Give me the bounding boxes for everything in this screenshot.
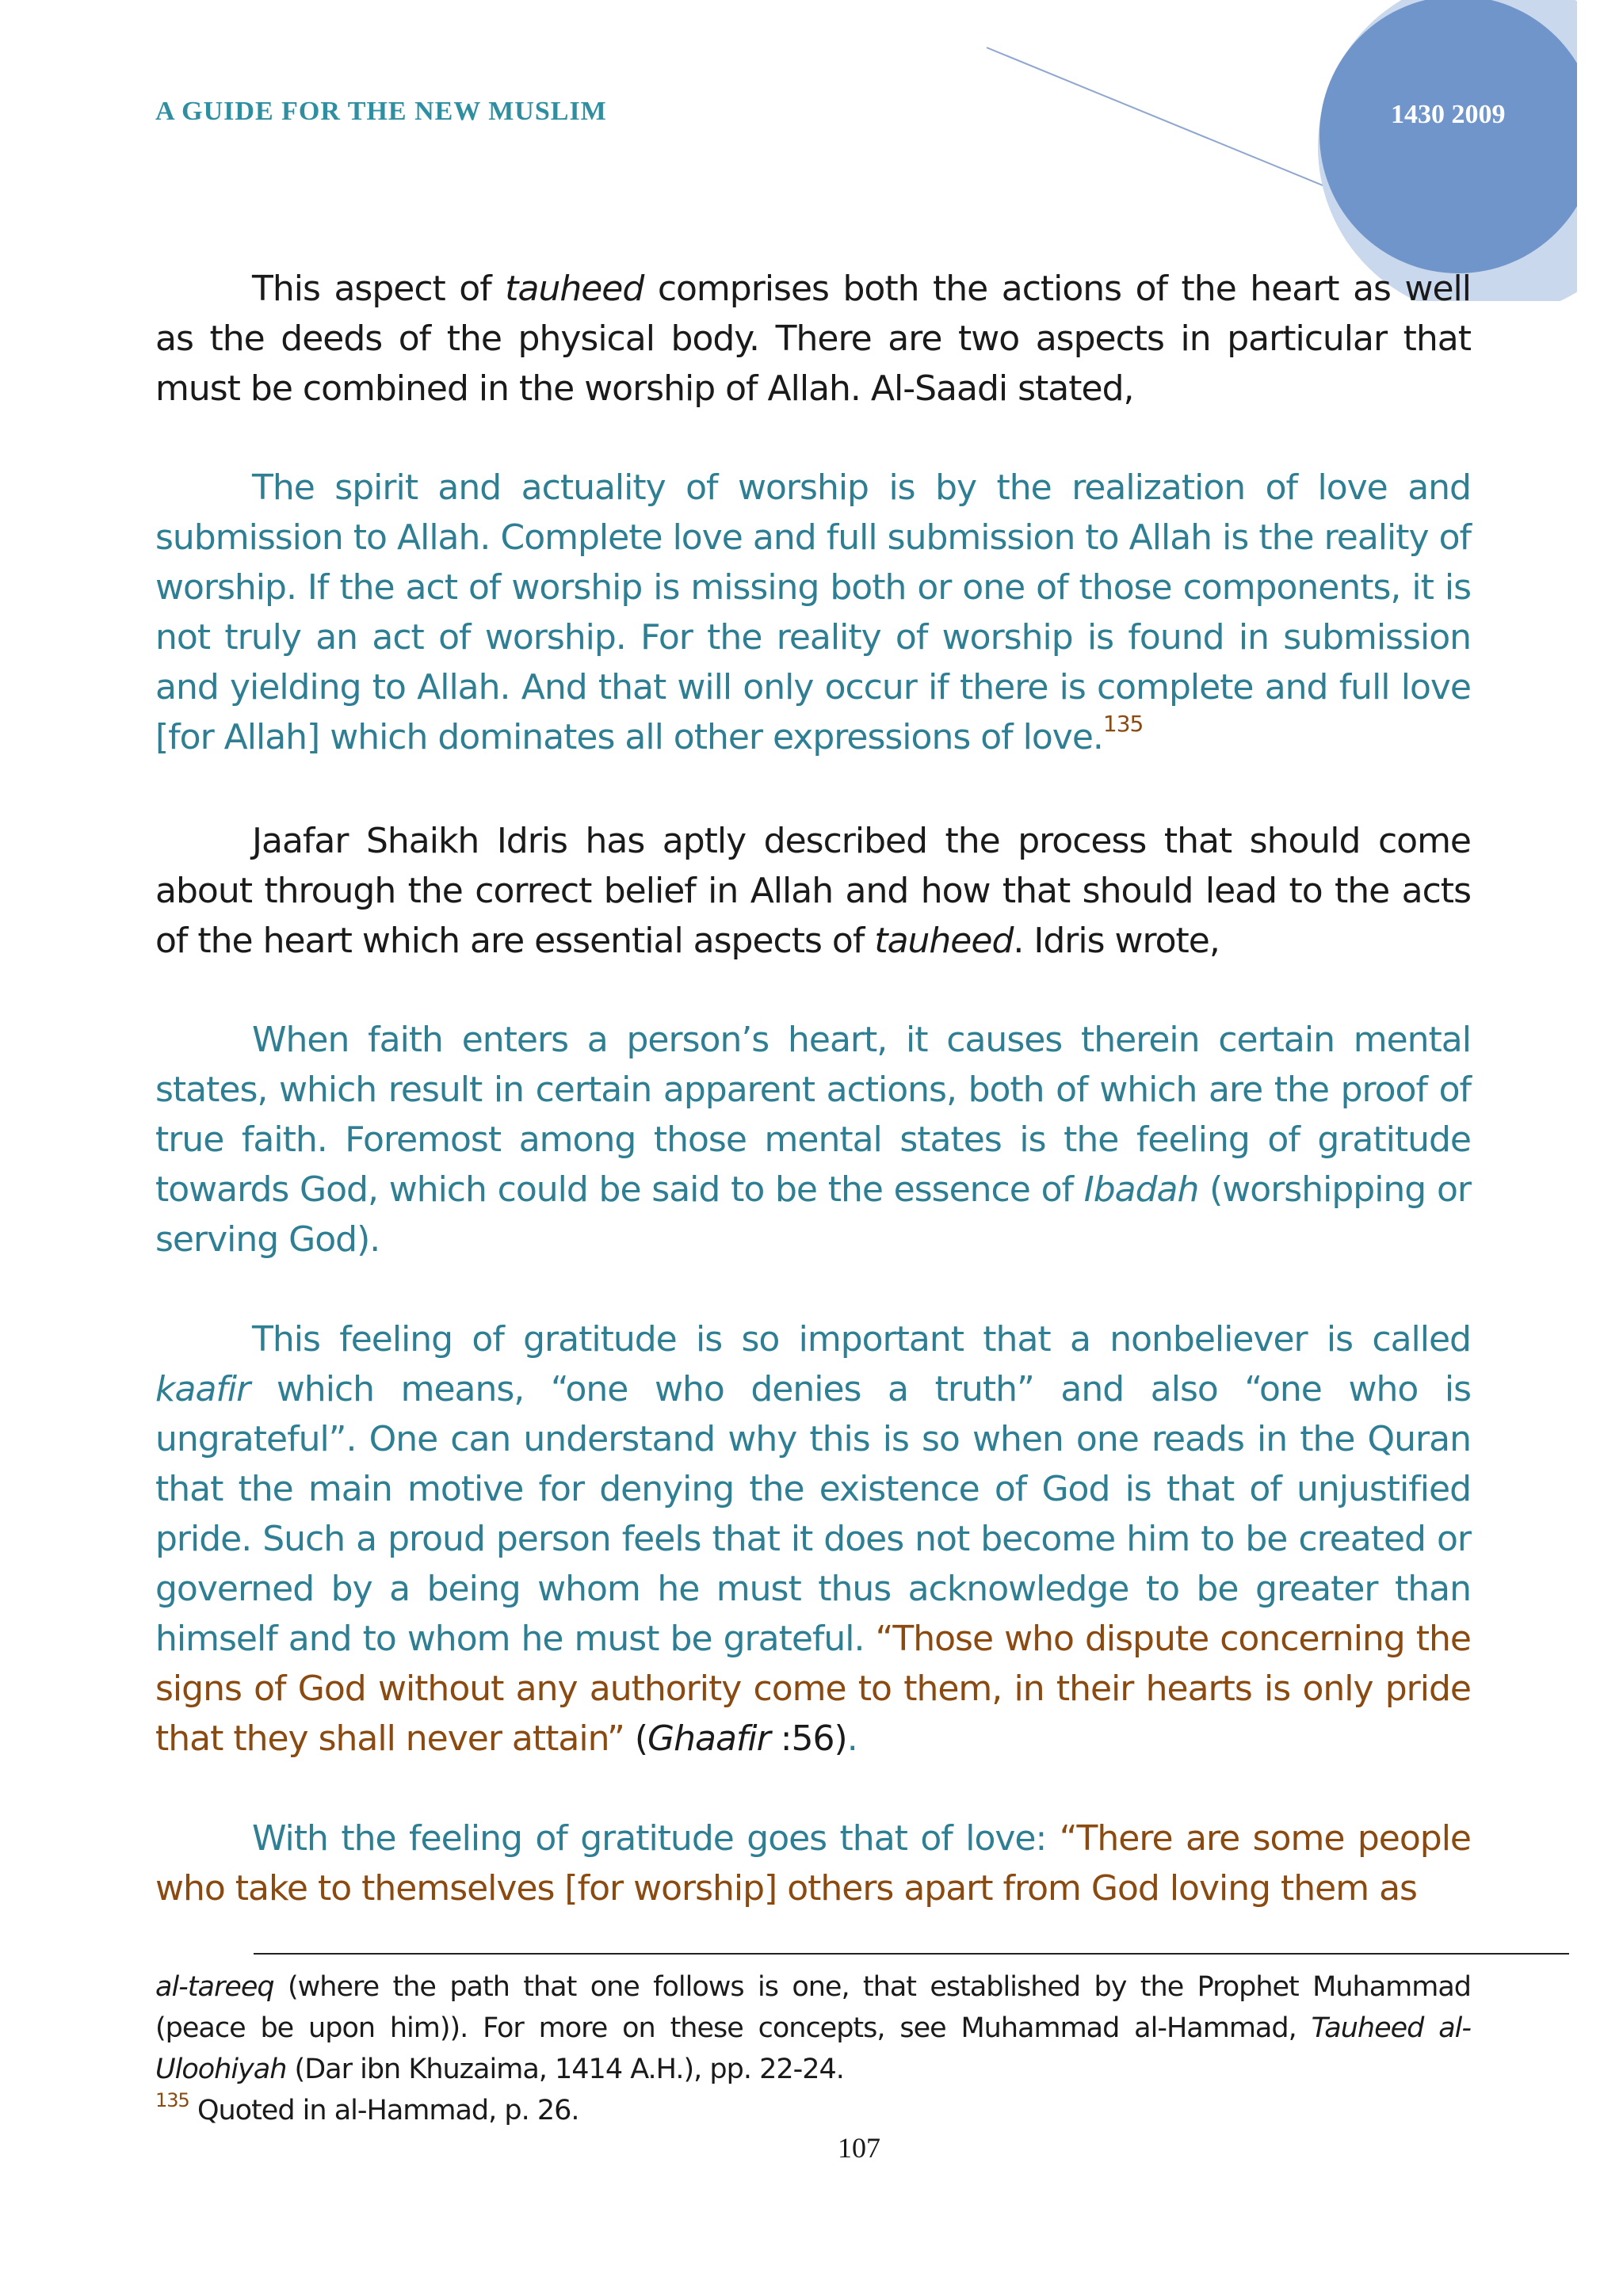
footnote-ref-135: 135: [1102, 711, 1144, 737]
quote-idris-gratitude: This feeling of gratitude is so important that a nonbeliever is called kaafir which means, “one who denies a truth” and also “one who is ungrateful”. One can understand why this is so when one reads in the Quran that the main motive for denying the existence of God is that of unjustified pride. Such a proud person feels that it does not become him to be created or governed by a being whom he must thus acknowledge to be greater than himself and to whom he must be grateful. “Those who dispute concerning the signs of God without any authority come to them, in their hearts is only pride that they shall never attain” (Ghaafir :56).: [155, 1319, 1472, 1759]
footnote-number: 135: [155, 2089, 189, 2111]
header-decoration: [0, 0, 1623, 301]
header-title: A GUIDE FOR THE NEW MUSLIM: [155, 97, 607, 126]
quote-idris-love: With the feeling of gratitude goes that of love: “There are some people who take to themselves [for worship] others apart from God loving them as: [155, 1818, 1471, 1909]
footnote-continuation: al-tareeq (where the path that one follows is one, that established by the Prophet Muhammad (peace be upon him)). For more on these concepts, see Muhammad al-Hammad, Tauheed al-Uloohiyah (Dar ibn Khuzaima, 1414 A.H.), pp. 22-24.: [155, 1971, 1471, 2085]
header-edge-mask: [1577, 0, 1623, 301]
quote-al-saadi: The spirit and actuality of worship is by the realization of love and submission to Allah. Complete love and full submission to Allah is the reality of worship. If the act of worship is missing both or one of those components, it is not truly an act of worship. For the reality of worship is found in submission and yielding to Allah. And that will only occur if there is complete and full love [for Allah] which dominates all other expressions of love.$^{135}$: [155, 467, 1471, 757]
paragraph-intro: This aspect of tauheed comprises both the actions of the heart as well as the deeds of the physical body. There are two aspects in particular that must be combined in the worship of Allah. Al-Saadi stated,: [155, 269, 1471, 409]
footnote-135: $^{135}$ Quoted in al-Hammad, p. 26.: [155, 2089, 579, 2126]
quote-idris-faith: When faith enters a person’s heart, it causes therein certain mental states, which result in certain apparent actions, both of which are the proof of true faith. Foremost among those mental states is the feeling of gratitude towards God, which could be said to be the essence of Ibadah (worshipping or serving God).: [155, 1020, 1471, 1260]
quran-verse-ghaafir: “Those who dispute concerning the signs of God without any authority come to them, in their hearts is only pride that they shall never attain”: [155, 1619, 1472, 1759]
footnote-separator: [254, 1953, 1569, 1955]
header-year: 1430 2009: [1391, 100, 1506, 129]
page-number: 107: [838, 2132, 880, 2164]
footnotes: [155, 1966, 1471, 2131]
surah-reference: Ghaafir: [647, 1718, 770, 1759]
header-circle-inner: [1319, 0, 1597, 273]
paragraph-idris: Jaafar Shaikh Idris has aptly described the process that should come about through the correct belief in Allah and how that should lead to the acts of the heart which are essential aspects of tauheed. Idris wrote,: [155, 821, 1471, 961]
quran-verse-love: “There are some people who take to themselves [for worship] others apart from God loving them as: [155, 1818, 1471, 1909]
